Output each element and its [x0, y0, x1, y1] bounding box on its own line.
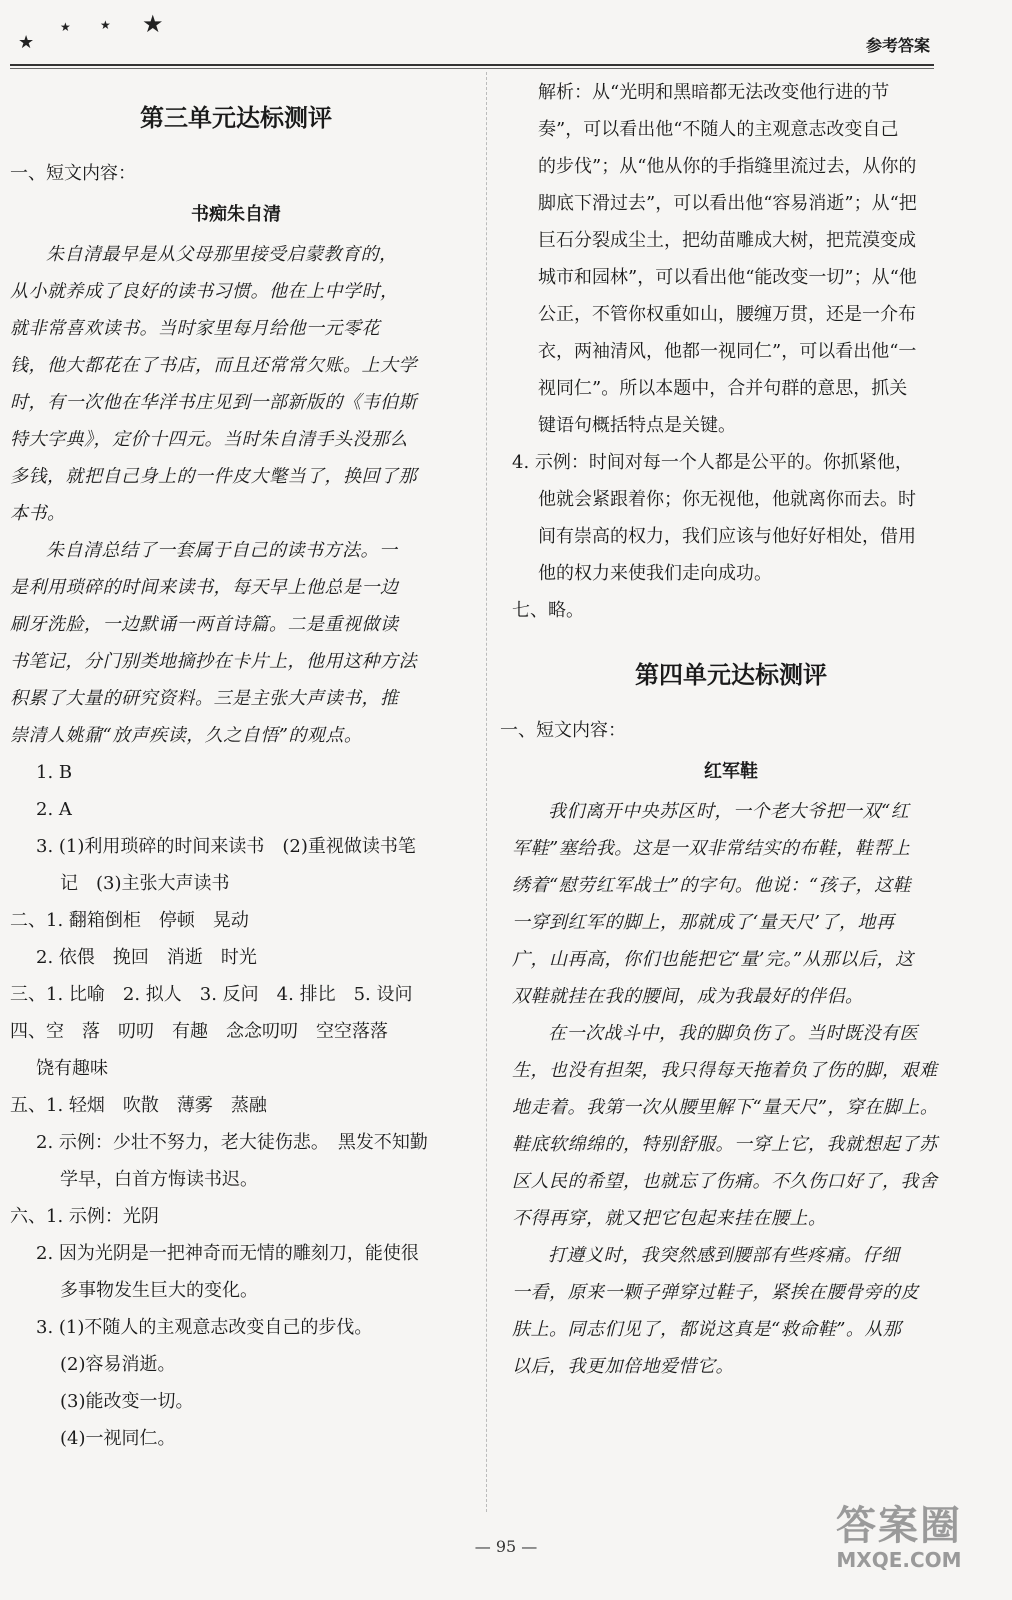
- text-line: 以后，我更加倍地爱惜它。: [512, 1356, 734, 1377]
- unit-three-title: 第三单元达标测评: [140, 104, 332, 132]
- page-number: — 95 —: [474, 1537, 538, 1556]
- answer-line: 2. 示例：少壮不努力，老大徒伤悲。 黑发不知勤: [36, 1132, 428, 1153]
- passage-paragraph-3: [512, 1237, 950, 1385]
- answer-line: (4)一视同仁。: [60, 1428, 176, 1449]
- analysis-line: 的步伐”；从“他从你的手指缝里流过去，从你的: [538, 156, 917, 177]
- text-line: 区人民的希望，也就忘了伤痛。不久伤口好了，我舍: [512, 1171, 938, 1192]
- section-heading: 一、短文内容：: [10, 163, 136, 184]
- text-line: 广，山再高，你们也能把它‘量’完。”从那以后，这: [512, 949, 914, 970]
- text-line: 时，有一次他在华洋书庄见到一部新版的《韦伯斯: [10, 392, 417, 413]
- text-line: 地走着。我第一次从腰里解下“量天尺”，穿在脚上。: [512, 1097, 939, 1118]
- answer-line: 多事物发生巨大的变化。: [60, 1280, 258, 1301]
- analysis-line: 脚底下滑过去”，可以看出他“容易消逝”；从“把: [538, 193, 917, 214]
- text-line: 生，也没有担架，我只得每天拖着负了伤的脚，艰难: [512, 1060, 938, 1081]
- column-divider: [486, 72, 487, 1512]
- text-line: 朱自清最早是从父母那里接受启蒙教育的，: [46, 244, 398, 265]
- answer-line: 学早，白首方悔读书迟。: [60, 1169, 258, 1190]
- analysis-line: 键语句概括特点是关键。: [538, 415, 736, 436]
- answer-line: 记 (3)主张大声读书: [60, 873, 230, 894]
- answer-line: (3)能改变一切。: [60, 1391, 194, 1412]
- passage-paragraph-1: [10, 236, 462, 532]
- analysis-line: 4. 示例：时间对每一个人都是公平的。你抓紧他，: [512, 452, 913, 473]
- analysis-line: 视同仁”。所以本题中，合并句群的意思，抓关: [538, 378, 908, 399]
- text-line: 一穿到红军的脚上，那就成了‘量天尺’了，地再: [512, 912, 895, 933]
- analysis-line: 间有崇高的权力，我们应该与他好好相处，借用: [538, 526, 916, 547]
- answer-line: 2. 依偎 挽回 消逝 时光: [36, 947, 257, 968]
- text-line: 打遵义时，我突然感到腰部有些疼痛。仔细: [548, 1245, 900, 1266]
- text-line: 一看，原来一颗子弹穿过鞋子，紧挨在腰骨旁的皮: [512, 1282, 919, 1303]
- passage-paragraph-1: [512, 793, 950, 1015]
- unit-four-title: 第四单元达标测评: [635, 661, 827, 689]
- text-line: 就非常喜欢读书。当时家里每月给他一元零花: [10, 318, 380, 339]
- header-divider-thin: [10, 68, 934, 69]
- passage-title: 红军鞋: [704, 761, 758, 782]
- star-icon: ★: [142, 10, 164, 38]
- text-line: 鞋底软绵绵的，特别舒服。一穿上它，我就想起了苏: [512, 1134, 938, 1155]
- text-line: 军鞋”塞给我。这是一双非常结实的布鞋，鞋帮上: [512, 838, 911, 859]
- text-line: 在一次战斗中，我的脚负伤了。当时既没有医: [548, 1023, 918, 1044]
- analysis-list: [512, 74, 950, 629]
- analysis-line: 他的权力来使我们走向成功。: [538, 563, 772, 584]
- answer-line: 3. (1)利用琐碎的时间来读书 (2)重视做读书笔: [36, 836, 416, 857]
- answer-line: (2)容易消逝。: [60, 1354, 176, 1375]
- watermark-logo: [836, 1504, 962, 1572]
- star-icon: ★: [100, 18, 111, 32]
- text-line: 本书。: [10, 503, 66, 524]
- answer-line: 饶有趣味: [36, 1058, 108, 1079]
- answer-line: 3. (1)不随人的主观意志改变自己的步伐。: [36, 1317, 373, 1338]
- text-line: 我们离开中央苏区时，一个老大爷把一双“红: [548, 801, 910, 822]
- text-line: 肤上。同志们见了，都说这真是“救命鞋”。从那: [512, 1319, 902, 1340]
- analysis-line: 公正，不管你权重如山，腰缠万贯，还是一介布: [538, 304, 916, 325]
- passage-paragraph-2: [10, 532, 462, 754]
- right-column: [500, 72, 950, 1385]
- text-line: 积累了大量的研究资料。三是主张大声读书，推: [10, 688, 399, 709]
- analysis-line: 城市和园林”，可以看出他“能改变一切”；从“他: [538, 267, 917, 288]
- analysis-line: 他就会紧跟着你；你无视他，他就离你而去。时: [538, 489, 916, 510]
- answer-line: 三、1. 比喻 2. 拟人 3. 反问 4. 排比 5. 设问: [10, 984, 413, 1005]
- text-line: 是利用琐碎的时间来读书，每天早上他总是一边: [10, 577, 399, 598]
- answer-line: 2. A: [36, 799, 72, 820]
- answer-line: 四、空 落 叨叨 有趣 念念叨叨 空空落落: [10, 1021, 388, 1042]
- answer-line: 二、1. 翻箱倒柜 停顿 晃动: [10, 910, 249, 931]
- text-line: 双鞋就挂在我的腰间，成为我最好的伴侣。: [512, 986, 864, 1007]
- answer-line: 1. B: [36, 762, 73, 783]
- text-line: 朱自清总结了一套属于自己的读书方法。一: [46, 540, 398, 561]
- left-column: [10, 72, 462, 1457]
- text-line: 从小就养成了良好的读书习惯。他在上中学时，: [10, 281, 399, 302]
- answer-line: 六、1. 示例：光阴: [10, 1206, 159, 1227]
- text-line: 书笔记，分门别类地摘抄在卡片上，他用这种方法: [10, 651, 417, 672]
- star-icon: ★: [60, 20, 71, 34]
- text-line: 多钱，就把自己身上的一件皮大氅当了，换回了那: [10, 466, 417, 487]
- passage-title: 书痴朱自清: [191, 204, 281, 225]
- analysis-line: 奏”，可以看出他“不随人的主观意志改变自己: [538, 119, 899, 140]
- text-line: 特大字典》，定价十四元。当时朱自清手头没那么: [10, 429, 408, 450]
- text-line: 绣着“慰劳红军战士”的字句。他说：“孩子，这鞋: [512, 875, 912, 896]
- answer-list: [10, 754, 462, 1457]
- header-label: 参考答案: [865, 36, 930, 55]
- answer-line: 五、1. 轻烟 吹散 薄雾 蒸融: [10, 1095, 267, 1116]
- watermark-url: MXQE.COM: [836, 1548, 962, 1572]
- passage-paragraph-2: [512, 1015, 950, 1237]
- analysis-line: 衣，两袖清风，他都一视同仁”，可以看出他“一: [538, 341, 917, 362]
- text-line: 崇清人姚鼐“放声疾读，久之自悟”的观点。: [10, 725, 363, 746]
- star-icon: ★: [18, 32, 35, 53]
- analysis-line: 七、略。: [512, 600, 584, 621]
- analysis-line: 巨石分裂成尘土，把幼苗雕成大树，把荒漠变成: [538, 230, 916, 251]
- text-line: 不得再穿，就又把它包起来挂在腰上。: [512, 1208, 827, 1229]
- section-heading: 一、短文内容：: [500, 720, 626, 741]
- text-line: 刷牙洗脸，一边默诵一两首诗篇。二是重视做读: [10, 614, 399, 635]
- text-line: 钱，他大都花在了书店，而且还常常欠账。上大学: [10, 355, 417, 376]
- header-divider: [10, 64, 934, 66]
- answer-line: 2. 因为光阴是一把神奇而无情的雕刻刀，能使很: [36, 1243, 419, 1264]
- analysis-line: 解析：从“光明和黑暗都无法改变他行进的节: [538, 82, 890, 103]
- watermark-text: 答案圈: [836, 1503, 962, 1549]
